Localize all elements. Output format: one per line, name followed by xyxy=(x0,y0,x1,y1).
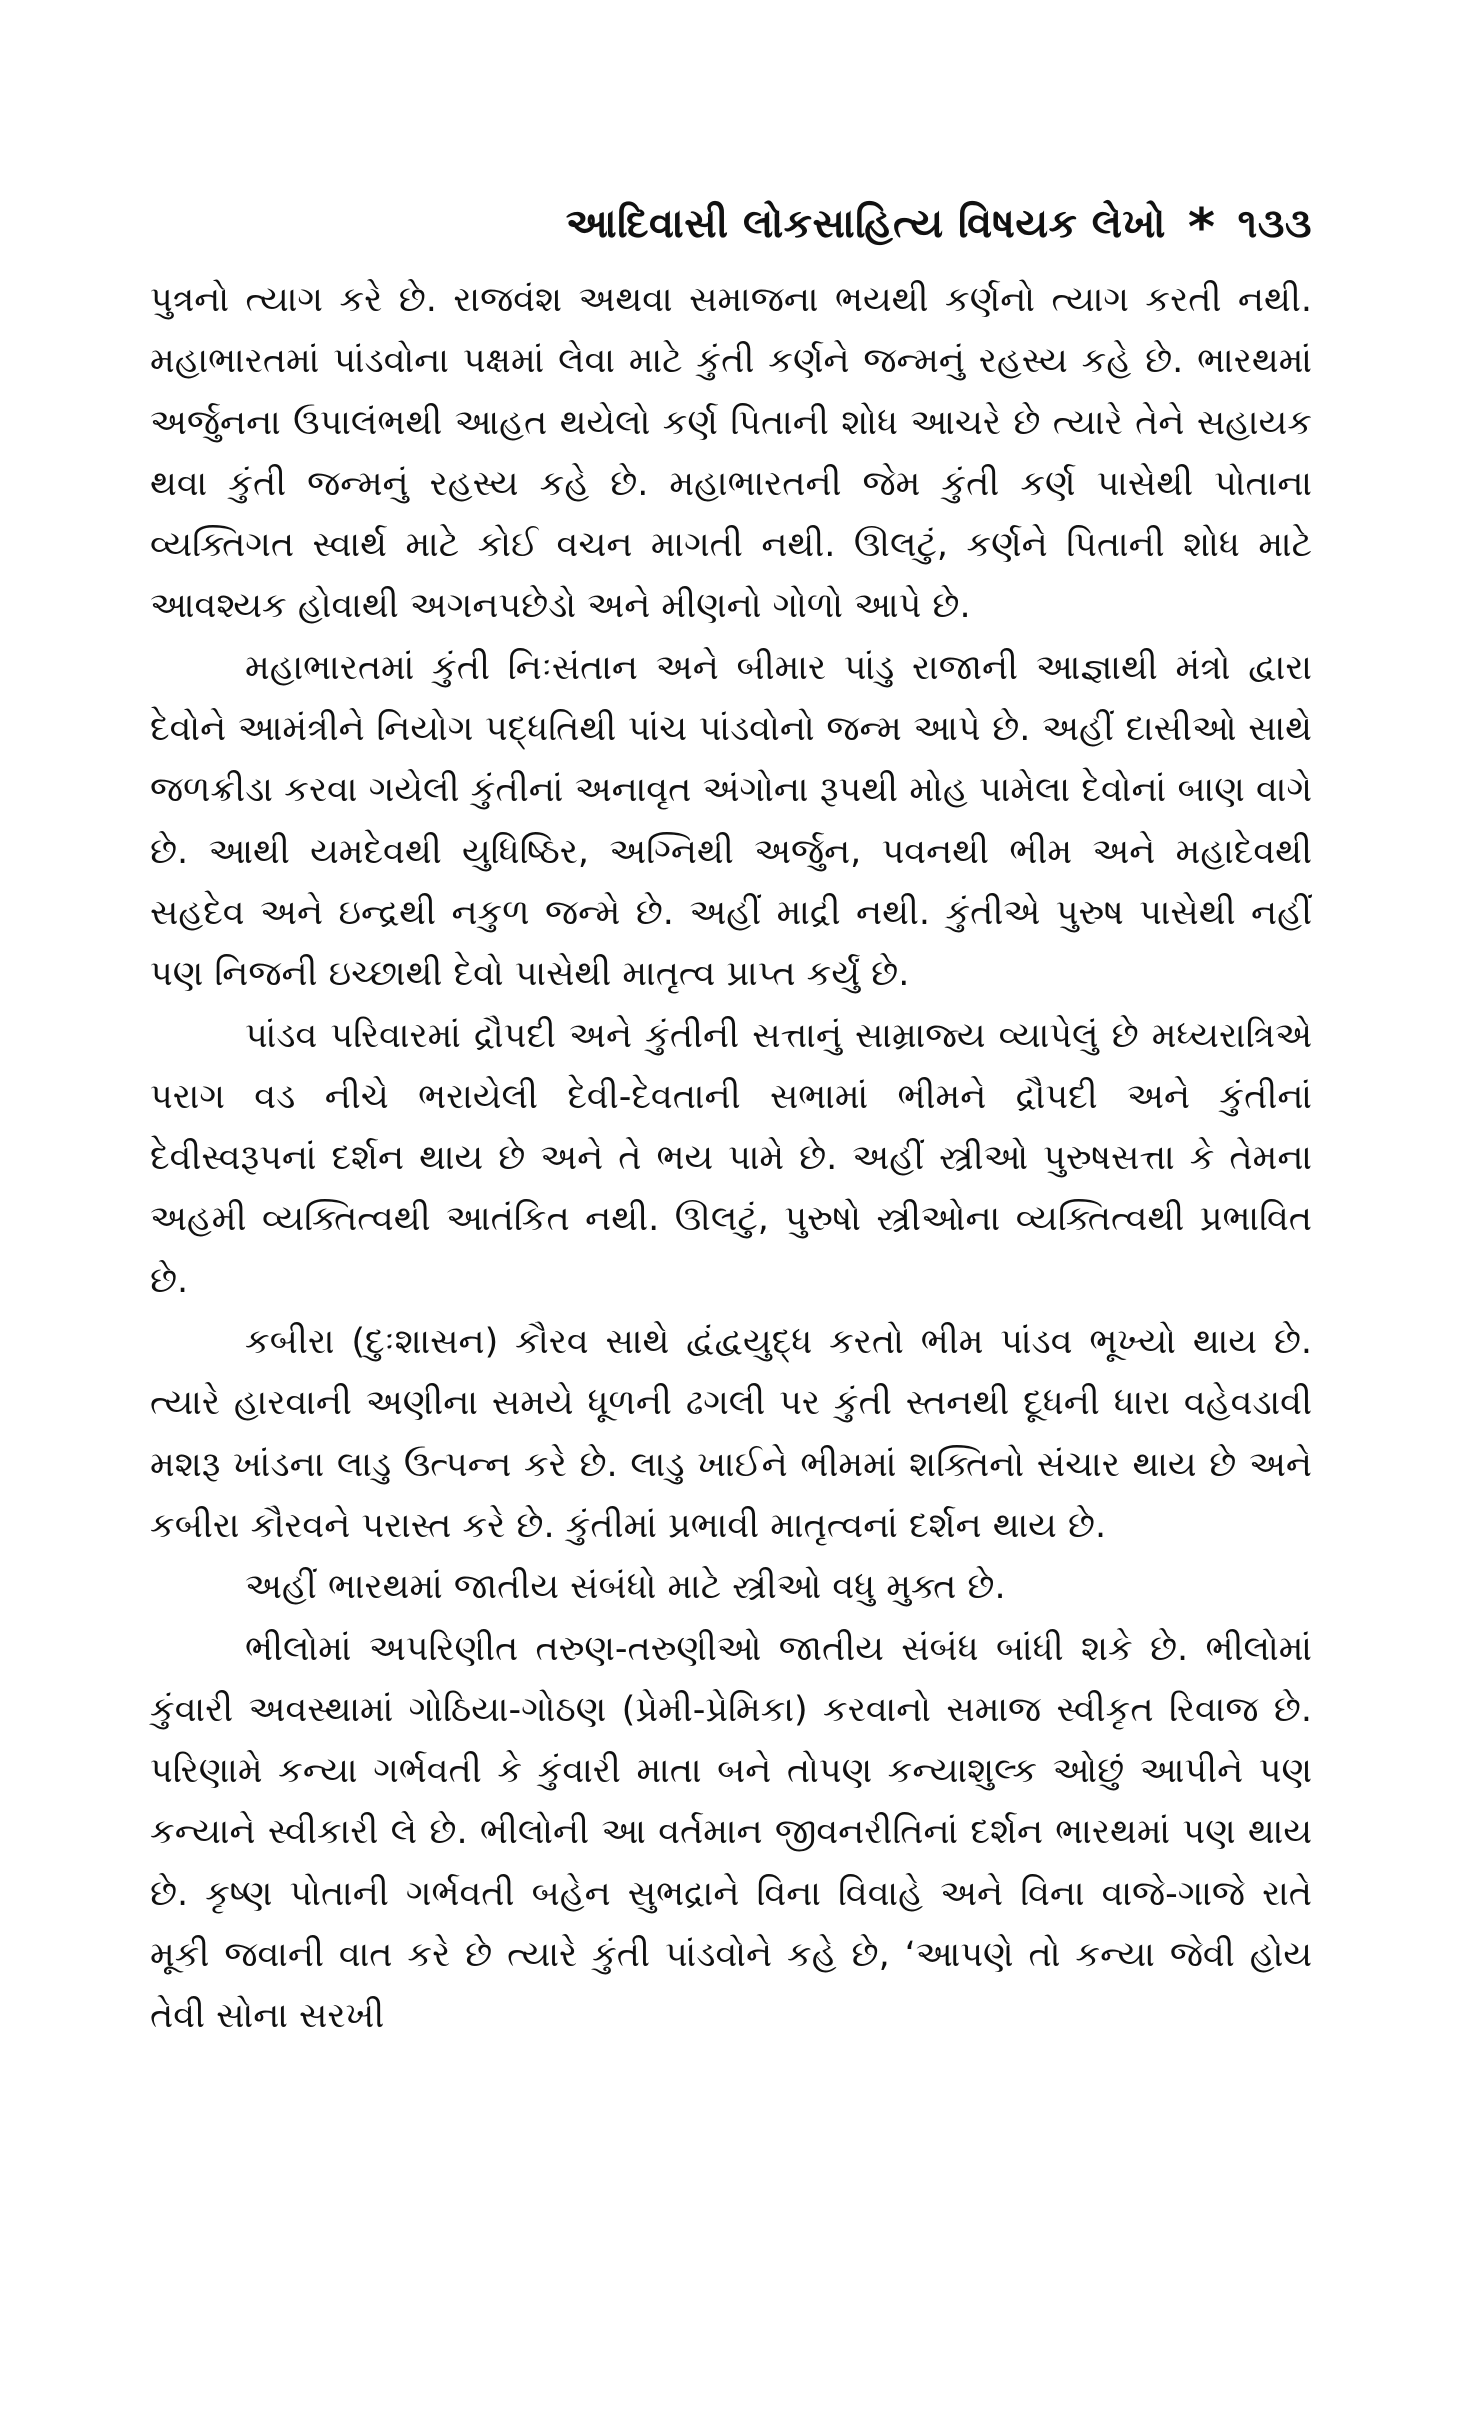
paragraph: અહીં ભારથમાં જાતીય સંબંધો માટે સ્ત્રીઓ વધુ મુક્ત છે. xyxy=(245,1567,1006,1608)
asterisk-separator-icon: * xyxy=(1187,198,1216,258)
running-title: આદિવાસી લોકસાહિત્ય વિષયક લેખો xyxy=(565,201,1166,247)
paragraph: પાંડવ પરિવારમાં દ્રૌપદી અને કુંતીની સત્તાનું સામ્રાજ્ય વ્યાપેલું છે મધ્યરાત્રિએ પરાગ વડ નીચે ભરાયેલી દેવી-દેવતાની સભામાં ભીમને દ્રૌપદી અને કુંતીનાં દેવીસ્વરૂપનાં દર્શન થાય છે અને તે ભય પામે છે. અહીં સ્ત્રીઓ પુરુષસત્તા કે તેમના અહમી વ્યક્તિત્વથી આતંકિત નથી. ઊલટું, પુરુષો સ્ત્રીઓના વ્યક્તિત્વથી પ્રભાવિત છે. xyxy=(150,1015,1312,1301)
running-header xyxy=(565,198,1312,258)
paragraph: કબીરા (દુઃશાસન) કૌરવ સાથે દ્વંદ્વયુદ્ધ કરતો ભીમ પાંડવ ભૂખ્યો થાય છે. ત્યારે હારવાની અણીના સમયે ધૂળની ઢગલી પર કુંતી સ્તનથી દૂધની ધારા વહેવડાવી મશરૂ ખાંડના લાડુ ઉત્પન્ન કરે છે. લાડુ ખાઈને ભીમમાં શક્તિનો સંચાર થાય છે અને કબીરા કૌરવને પરાસ્ત કરે છે. કુંતીમાં પ્રભાવી માતૃત્વનાં દર્શન થાય છે. xyxy=(150,1322,1312,1546)
body-text xyxy=(150,270,1312,2048)
paragraph: ભીલોમાં અપરિણીત તરુણ-તરુણીઓ જાતીય સંબંધ બાંધી શકે છે. ભીલોમાં કુંવારી અવસ્થામાં ગોઠિયા-ગોઠણ (પ્રેમી-પ્રેમિકા) કરવાનો સમાજ સ્વીકૃત રિવાજ છે. પરિણામે કન્યા ગર્ભવતી કે કુંવારી માતા બને તોપણ કન્યાશુલ્ક ઓછું આપીને પણ કન્યાને સ્વીકારી લે છે. ભીલોની આ વર્તમાન જીવનરીતિનાં દર્શન ભારથમાં પણ થાય છે. કૃષ્ણ પોતાની ગર્ભવતી બહેન સુભદ્રાને વિના વિવાહે અને વિના વાજે-ગાજે રાતે મૂકી જવાની વાત કરે છે ત્યારે કુંતી પાંડવોને કહે છે, ‘આપણે તો કન્યા જેવી હોય તેવી સોના સરખી xyxy=(150,1628,1312,2037)
page-number: ૧૩૩ xyxy=(1237,201,1312,247)
paragraph: પુત્રનો ત્યાગ કરે છે. રાજવંશ અથવા સમાજના ભયથી કર્ણનો ત્યાગ કરતી નથી. મહાભારતમાં પાંડવોના પક્ષમાં લેવા માટે કુંતી કર્ણને જન્મનું રહસ્ય કહે છે. ભારથમાં અર્જુનના ઉપાલંભથી આહત થયેલો કર્ણ પિતાની શોધ આચરે છે ત્યારે તેને સહાયક થવા કુંતી જન્મનું રહસ્ય કહે છે. મહાભારતની જેમ કુંતી કર્ણ પાસેથી પોતાના વ્યક્તિગત સ્વાર્થ માટે કોઈ વચન માગતી નથી. ઊલટું, કર્ણને પિતાની શોધ માટે આવશ્યક હોવાથી અગનપછેડો અને મીણનો ગોળો આપે છે. xyxy=(150,280,1312,627)
paragraph: મહાભારતમાં કુંતી નિઃસંતાન અને બીમાર પાંડુ રાજાની આજ્ઞાથી મંત્રો દ્વારા દેવોને આમંત્રીને નિયોગ પદ્ધતિથી પાંચ પાંડવોનો જન્મ આપે છે. અહીં દાસીઓ સાથે જળક્રીડા કરવા ગયેલી કુંતીનાં અનાવૃત અંગોના રૂપથી મોહ પામેલા દેવોનાં બાણ વાગે છે. આથી યમદેવથી યુધિષ્ઠિર, અગ્નિથી અર્જુન, પવનથી ભીમ અને મહાદેવથી સહદેવ અને ઇન્દ્રથી નકુળ જન્મે છે. અહીં માદ્રી નથી. કુંતીએ પુરુષ પાસેથી નહીં પણ નિજની ઇચ્છાથી દેવો પાસેથી માતૃત્વ પ્રાપ્ત કર્યું છે. xyxy=(150,647,1312,995)
